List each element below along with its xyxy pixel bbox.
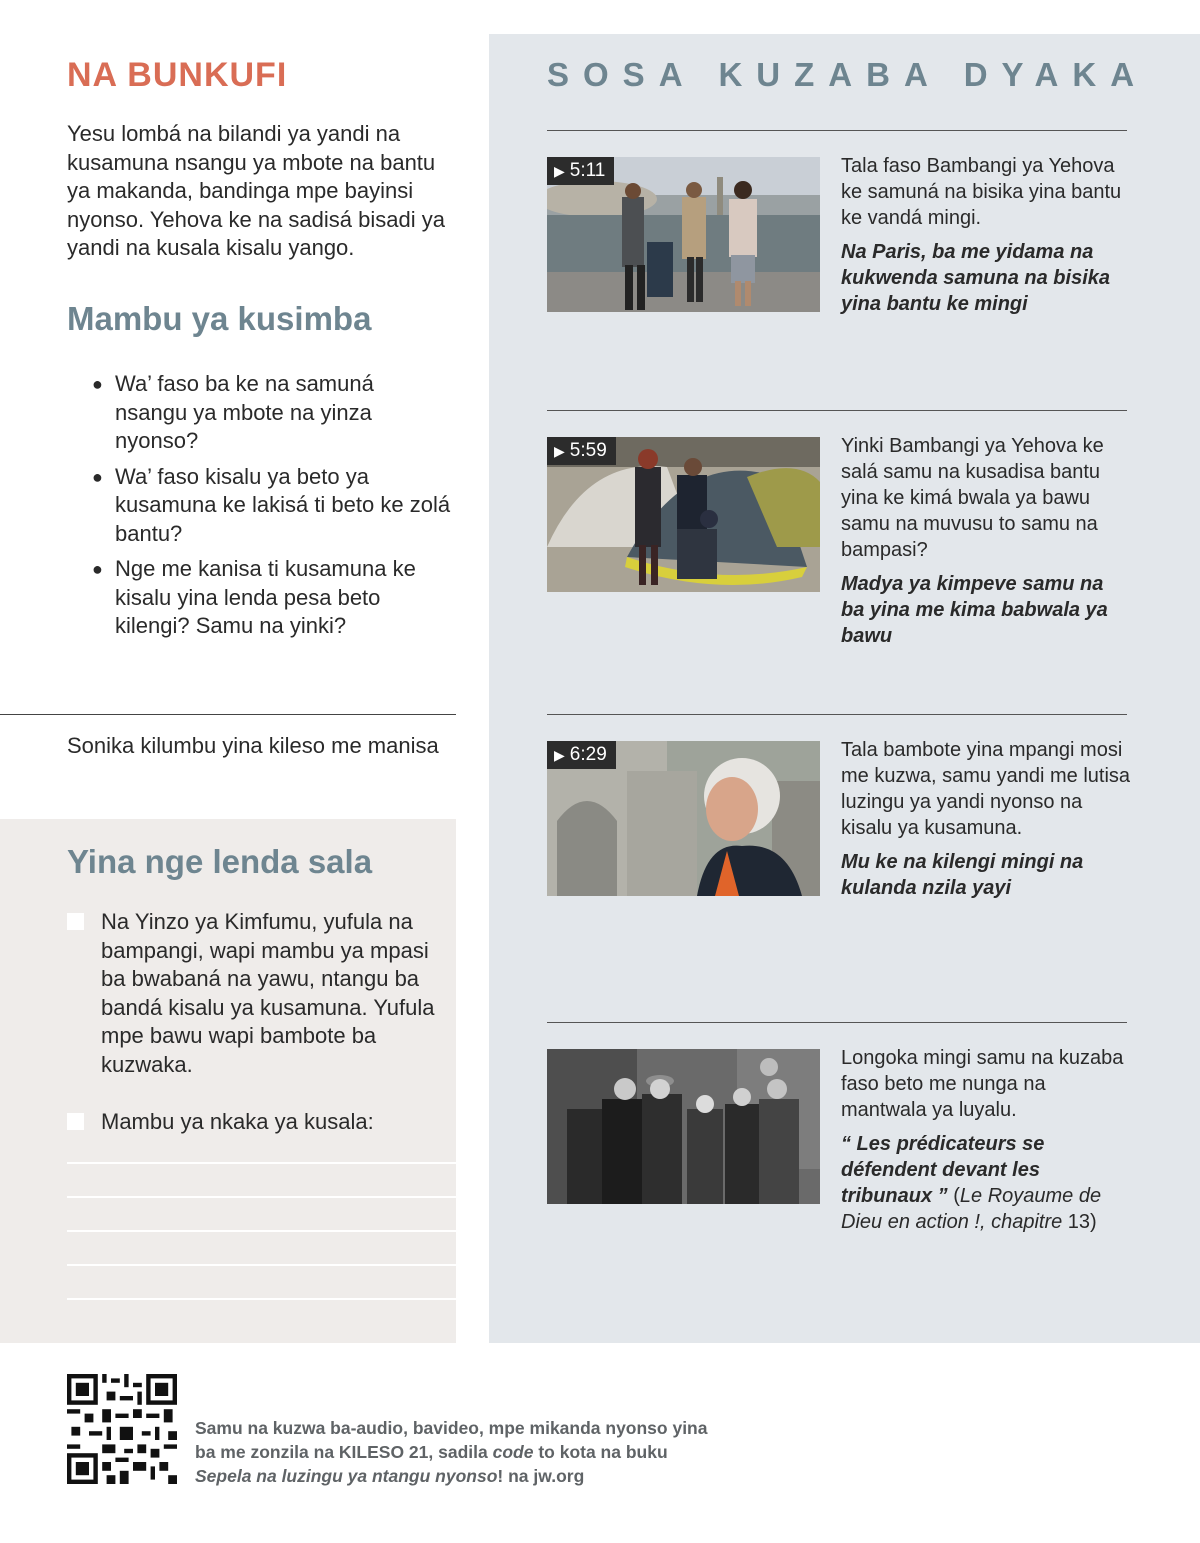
- bullet-icon: ●: [92, 559, 103, 579]
- todo-item: Na Yinzo ya Kimfumu, yufula na bampangi, wapi mambu ya mpasi ba bwabaná na yawu, ntangu ba bandá kisalu ya kusamuna. Yufula mpe bawu wapi bambote ba kuzwaka.: [67, 908, 437, 1079]
- video-description: Tala faso Bambangi ya Yehova ke samuná na bisika yina bantu ke vandá mingi.: [841, 155, 1122, 229]
- writing-line[interactable]: [67, 1162, 456, 1164]
- play-icon: ▶: [554, 163, 565, 179]
- video-description: Tala bambote yina mpangi mosi me kuzwa, samu yandi me lutisa luzingu ya yandi nyonso na kisalu ya kusamuna.: [841, 739, 1131, 839]
- bullet-icon: ●: [92, 374, 103, 394]
- video-duration: ▶ 5:59: [547, 437, 616, 465]
- video-title[interactable]: Madya ya kimpeve samu na ba yina me kima babwala ya bawu: [841, 573, 1108, 647]
- question-item: ● Wa’ faso kisalu ya beto ya kusamuna ke lakisá ti beto ke zolá bantu?: [92, 463, 451, 546]
- article-description: Longoka mingi samu na kuzaba faso beto me nunga na mantwala ya luyalu.: [841, 1047, 1124, 1121]
- question-item: ● Wa’ faso ba ke na samuná nsangu ya mbote na yinza nyonso?: [92, 371, 374, 453]
- intro-paragraph: Yesu lombá na bilandi ya yandi na kusamuna nsangu ya mbote na bantu ya makanda, bandinga mpe bayinsi nyonso. Yehova ke na sadisá bisadi ya yandi na kusala kisalu yango.: [67, 121, 445, 260]
- divider: [547, 130, 1127, 131]
- divider: [0, 714, 456, 715]
- video-info: [841, 433, 1131, 649]
- divider: [547, 410, 1127, 411]
- article-title: “ Les prédicateurs se défendent devant les tribunaux ”: [841, 1133, 1045, 1207]
- article-info: [841, 1045, 1131, 1235]
- video-thumbnail-sister[interactable]: [547, 741, 820, 896]
- questions-list: [92, 370, 452, 648]
- book-title: Le Royaume de Dieu en action !, chapitre: [841, 1185, 1102, 1233]
- video-info: [841, 737, 1131, 901]
- play-icon: ▶: [554, 747, 565, 763]
- video-duration: ▶ 6:29: [547, 741, 616, 769]
- questions-heading: Mambu ya kusimba: [67, 300, 372, 337]
- todo-item: Mambu ya nkaka ya kusala:: [67, 1108, 437, 1137]
- book-title: Sepela na luzingu ya ntangu nyonso: [195, 1466, 498, 1486]
- video-description: Yinki Bambangi ya Yehova ke salá samu na kusadisa bantu yina ke kimá bwala ya bawu samu na muvusu to samu na bampasi?: [841, 435, 1104, 561]
- date-prompt: Sonika kilumbu yina kileso me manisa: [67, 733, 439, 758]
- section-title: NA BUNKUFI: [67, 56, 288, 94]
- footer-note: Samu na kuzwa ba-audio, bavideo, mpe mikanda nyonso yina ba me zonzila na KILESO 21, sadila code to kota na buku Sepela na luzingu ya ntangu nyonso! na jw.org: [195, 1418, 708, 1486]
- panel-title: SOSA KUZABA DYAKA: [547, 56, 1149, 93]
- todo-heading: Yina nge lenda sala: [67, 843, 373, 880]
- video-title[interactable]: Mu ke na kilengi mingi na kulanda nzila yayi: [841, 851, 1084, 899]
- historic-group-photo: [547, 1049, 820, 1204]
- divider: [547, 1022, 1127, 1023]
- checkbox[interactable]: [67, 913, 84, 930]
- article-reference[interactable]: “ Les prédicateurs se défendent devant les tribunaux ” (Le Royaume de Dieu en action !, chapitre 13): [841, 1133, 1102, 1233]
- qr-code-icon[interactable]: [67, 1374, 177, 1484]
- video-info: [841, 153, 1131, 317]
- video-thumbnail-paris[interactable]: [547, 157, 820, 312]
- video-thumbnail-tents[interactable]: [547, 437, 820, 592]
- bullet-icon: ●: [92, 466, 103, 487]
- play-icon: ▶: [554, 443, 565, 459]
- checkbox[interactable]: [67, 1113, 84, 1130]
- video-duration: ▶ 5:11: [547, 157, 614, 185]
- video-title[interactable]: Na Paris, ba me yidama na kukwenda samuna na bisika yina bantu ke mingi: [841, 241, 1110, 315]
- writing-line[interactable]: [67, 1298, 456, 1300]
- question-item: ● Nge me kanisa ti kusamuna ke kisalu yina lenda pesa beto kilengi? Samu na yinki?: [92, 556, 416, 638]
- article-image[interactable]: [547, 1049, 820, 1204]
- writing-line[interactable]: [67, 1264, 456, 1266]
- divider: [547, 714, 1127, 715]
- writing-line[interactable]: [67, 1196, 456, 1198]
- writing-line[interactable]: [67, 1230, 456, 1232]
